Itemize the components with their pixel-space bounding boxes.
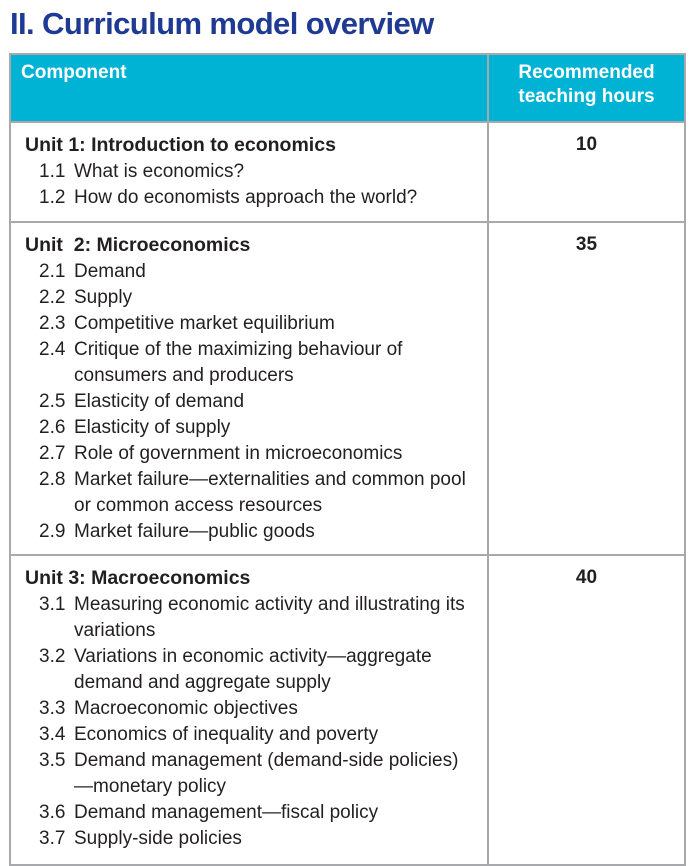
topic-text: Market failure—externalities and common pool or common access resources [74, 469, 466, 516]
topic-list [25, 159, 473, 211]
topic-text: Supply [74, 287, 133, 308]
topic-list [25, 592, 473, 852]
component-cell [10, 122, 488, 222]
unit-title: Unit 3: Macroeconomics [25, 567, 251, 589]
list-item [25, 826, 473, 852]
list-item [25, 748, 473, 800]
header-component: Component [10, 54, 488, 122]
list-item [25, 311, 473, 337]
topic-text: How do economists approach the world? [74, 187, 418, 208]
list-item [25, 185, 473, 211]
topic-list [25, 259, 473, 545]
topic-text: Measuring economic activity and illustrating its variations [74, 594, 465, 641]
topic-text: Variations in economic activity—aggregate demand and aggregate supply [74, 646, 432, 693]
list-item [25, 441, 473, 467]
topic-text: What is economics? [74, 161, 245, 182]
topic-text: Competitive market equilibrium [74, 313, 335, 334]
topic-text: Critique of the maximizing behaviour of consumers and producers [74, 339, 403, 386]
component-cell [10, 222, 488, 555]
header-hours-line1: Recommended [518, 62, 655, 83]
topic-number: 3.6 [39, 802, 66, 823]
topic-number: 2.9 [39, 521, 66, 542]
topic-text: Role of government in microeconomics [74, 443, 403, 464]
topic-text: Demand management (demand-side policies)—monetary policy [74, 750, 459, 797]
table-row-unit-2 [10, 222, 685, 555]
topic-number: 2.8 [39, 469, 66, 490]
list-item [25, 415, 473, 441]
topic-text: Demand [74, 261, 146, 282]
topic-text: Market failure—public goods [74, 521, 315, 542]
list-item [25, 467, 473, 519]
table-row-unit-3 [10, 555, 685, 865]
topic-number: 2.1 [39, 261, 66, 282]
header-teaching-hours [488, 54, 685, 122]
unit-title: Unit 2: Microeconomics [25, 234, 251, 256]
topic-number: 2.6 [39, 417, 66, 438]
topic-number: 3.5 [39, 750, 66, 771]
list-item [25, 519, 473, 545]
hours-cell: 10 [488, 122, 685, 222]
topic-number: 1.2 [39, 187, 66, 208]
topic-text: Economics of inequality and poverty [74, 724, 379, 745]
list-item [25, 644, 473, 696]
topic-text: Demand management—fiscal policy [74, 802, 379, 823]
list-item [25, 259, 473, 285]
header-hours-line2: teaching hours [518, 86, 655, 107]
topic-text: Elasticity of demand [74, 391, 245, 412]
topic-text: Elasticity of supply [74, 417, 231, 438]
topic-number: 2.5 [39, 391, 66, 412]
curriculum-table [9, 53, 686, 866]
topic-number: 2.3 [39, 313, 66, 334]
list-item [25, 337, 473, 389]
list-item [25, 285, 473, 311]
hours-cell: 40 [488, 555, 685, 865]
list-item [25, 389, 473, 415]
table-row-unit-1 [10, 122, 685, 222]
list-item [25, 722, 473, 748]
hours-cell: 35 [488, 222, 685, 555]
topic-number: 3.4 [39, 724, 66, 745]
topic-number: 3.2 [39, 646, 66, 667]
topic-number: 1.1 [39, 161, 66, 182]
topic-number: 3.3 [39, 698, 66, 719]
topic-text: Macroeconomic objectives [74, 698, 298, 719]
list-item [25, 696, 473, 722]
list-item [25, 592, 473, 644]
component-cell [10, 555, 488, 865]
topic-number: 2.7 [39, 443, 66, 464]
topic-number: 2.4 [39, 339, 66, 360]
topic-number: 3.1 [39, 594, 66, 615]
page-title: II. Curriculum model overview [10, 6, 434, 41]
list-item [25, 159, 473, 185]
table-header [10, 54, 685, 122]
topic-number: 2.2 [39, 287, 66, 308]
list-item [25, 800, 473, 826]
unit-title: Unit 1: Introduction to economics [25, 134, 336, 156]
topic-text: Supply-side policies [74, 828, 242, 849]
topic-number: 3.7 [39, 828, 66, 849]
